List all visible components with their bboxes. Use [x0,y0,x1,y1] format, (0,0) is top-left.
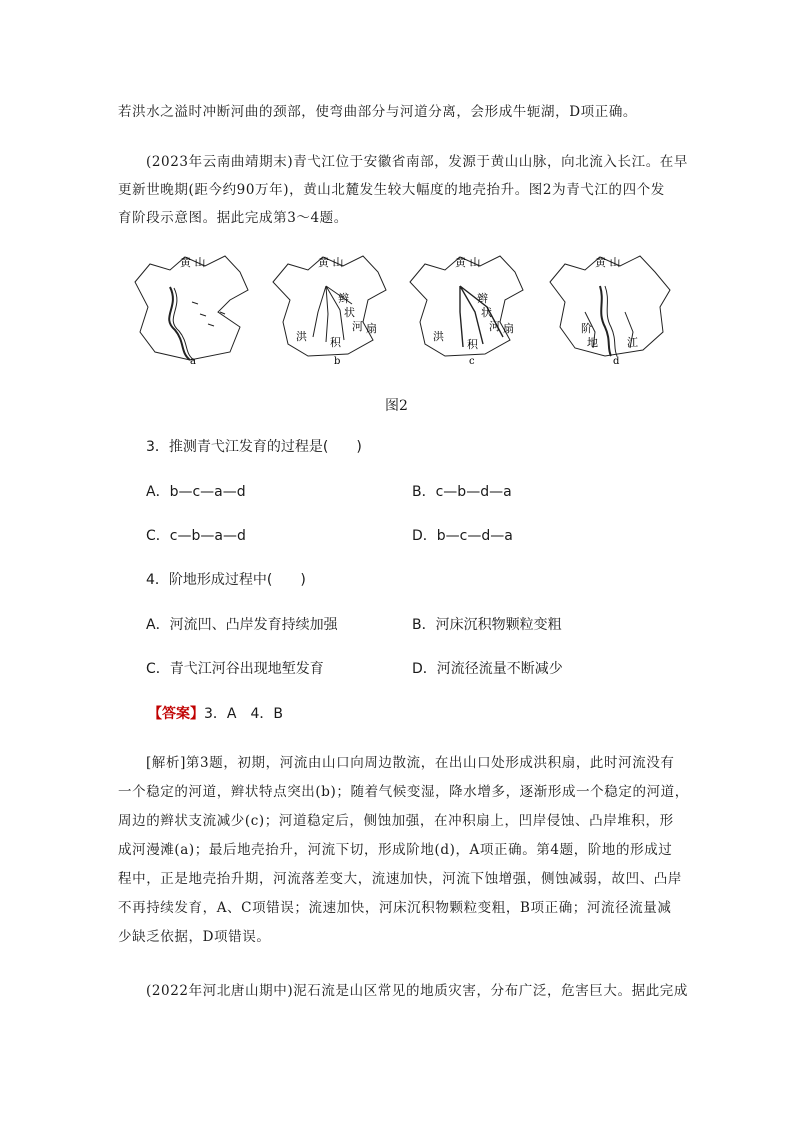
q3-option-b: B．c—b—d—a [412,484,512,500]
panel-a [135,255,248,367]
panel-b-term-3: 河 [352,320,363,333]
q4-stem: 4．阶地形成过程中( ) [146,572,306,588]
q4-option-c: C．青弋江河谷出现地堑发育 [146,661,324,677]
panel-d-term-1: 阶 [581,322,592,335]
river-stage-figure [130,252,685,370]
panel-c-term-6: 扇 [503,322,514,335]
panel-b-term-2: 状 [344,306,355,319]
q3-option-d: D．b—c—d—a [412,528,513,544]
panel-c-term-4: 洪 [433,330,444,343]
panel-b-term-5: 积 [330,336,341,349]
panel-d-term-3: 江 [627,336,638,349]
intro-line: 若洪水之溢时冲断河曲的颈部，使弯曲部分与河道分离，会形成牛轭湖，D项正确。 [118,104,638,120]
panel-b-mountain: 黄 山 [318,256,344,269]
analysis-line-6: 不再持续发育，A、C项错误；流速加快，河床沉积物颗粒变粗，B项正确；河流径流量减 [118,900,672,916]
q4-option-a: A．河流凹、凸岸发育持续加强 [146,617,338,633]
analysis-line-5: 程中，正是地壳抬升期，河流落差变大，流速加快，河流下蚀增强，侧蚀减弱，故凹、凸岸 [118,871,682,887]
panel-c-term-1: 辫 [477,292,488,305]
figure-caption: 图2 [385,398,408,414]
panel-b-term-6: 扇 [366,322,377,335]
panel-c-label: c [469,356,475,367]
panel-c-mountain: 黄 山 [455,256,481,269]
answer-tag: 【答案】 [148,706,204,722]
panel-a-label: a [190,356,196,367]
stem-line-2: 更新世晚期(距今约90万年)，黄山北麓发生较大幅度的地壳抬升。图2为青弋江的四个发 [118,182,665,198]
panel-b [273,255,386,367]
panel-d-mountain: 黄 山 [595,256,621,269]
analysis-line-4: 成河漫滩(a)；最后地壳抬升，河流下切，形成阶地(d)，A项正确。第4题，阶地的形成过 [118,842,673,858]
panel-d-term-2: 地 [587,336,598,349]
panel-a-mountain: 黄 山 [180,256,206,269]
panel-d-label: d [613,356,620,367]
q3-option-c: C．c—b—a—d [146,528,246,544]
panel-c-term-5: 积 [467,338,478,351]
analysis-line-1: [解析]第3题，初期，河流由山口向周边散流，在出山口处形成洪积扇，此时河流没有 [146,755,675,771]
panel-b-term-1: 辫 [338,292,349,305]
panel-c-term-3: 河 [489,320,500,333]
answer-line [148,704,283,724]
panel-d [550,255,670,367]
q4-option-d: D．河流径流量不断减少 [412,661,563,677]
q3-stem: 3．推测青弋江发育的过程是( ) [146,439,362,455]
q3-option-a: A．b—c—a—d [146,484,246,500]
analysis-line-7: 少缺乏依据，D项错误。 [118,929,271,945]
analysis-line-2: 一个稳定的河道，辫状特点突出(b)；随着气候变湿，降水增多，逐渐形成一个稳定的河道， [118,784,689,800]
panel-b-term-4: 洪 [296,330,307,343]
stem-line-3: 育阶段示意图。据此完成第3～4题。 [118,210,348,226]
panel-b-label: b [334,356,341,367]
stem-line-1: (2023年云南曲靖期末)青弋江位于安徽省南部，发源于黄山山脉，向北流入长江。在早 [146,154,688,170]
analysis-line-3: 周边的辫状支流减少(c)；河道稳定后，侧蚀加强，在冲积扇上，凹岸侵蚀、凸岸堆积，形 [118,813,674,829]
next-stem-line: (2022年河北唐山期中)泥石流是山区常见的地质灾害，分布广泛，危害巨大。据此完成 [146,983,688,999]
panel-c-term-2: 状 [481,306,492,319]
q4-option-b: B．河床沉积物颗粒变粗 [412,617,562,633]
panel-c [410,255,523,367]
answer-text: 3．A 4．B [204,706,283,722]
